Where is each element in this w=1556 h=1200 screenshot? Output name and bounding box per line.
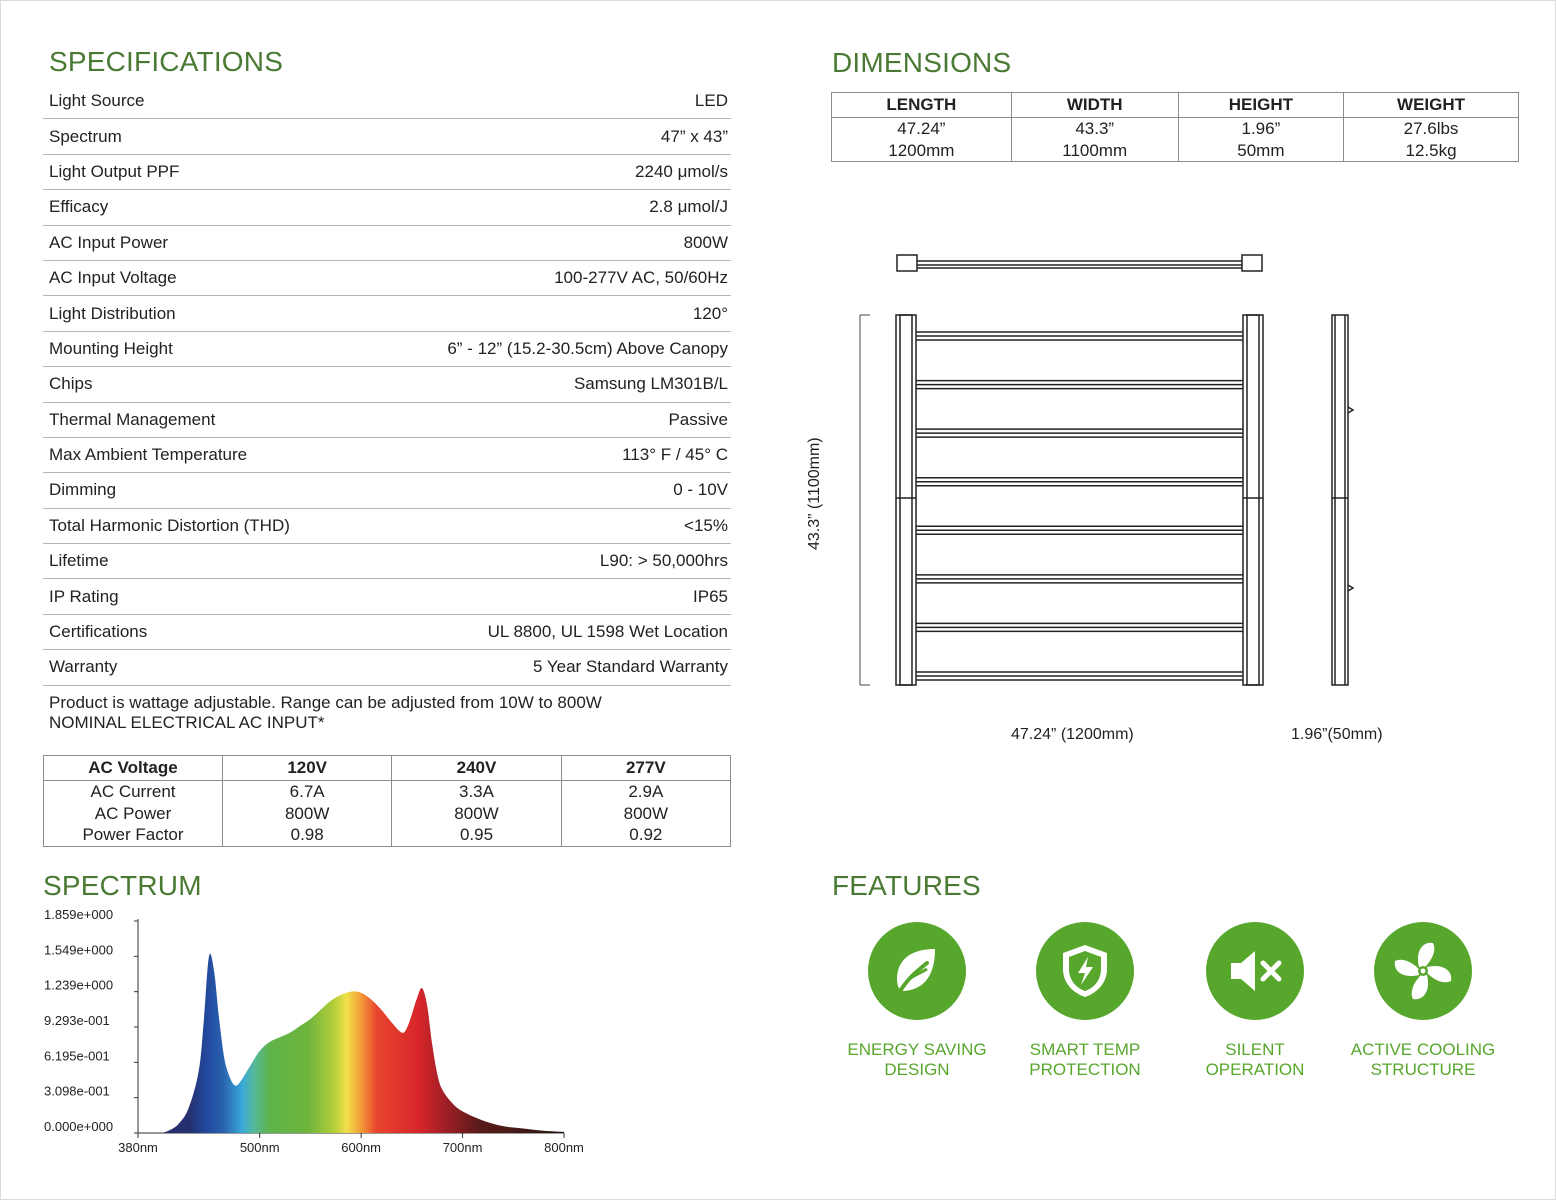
ac-table-cell: 3.3A xyxy=(392,781,561,803)
ac-table-cell: 6.7A xyxy=(223,781,392,803)
ac-table-cell: 800W xyxy=(223,803,392,825)
spec-value: IP65 xyxy=(693,586,728,606)
spec-label: AC Input Voltage xyxy=(49,268,177,288)
spec-value: Passive xyxy=(668,409,728,429)
spectrum-area xyxy=(138,954,564,1133)
y-tick-label: 1.239e+000 xyxy=(44,977,114,993)
spec-value: 100-277V AC, 50/60Hz xyxy=(554,268,728,288)
ac-table-row xyxy=(44,803,731,825)
y-tick-label: 6.195e-001 xyxy=(44,1048,110,1064)
spec-row xyxy=(43,332,731,367)
spec-value: 2.8 μmol/J xyxy=(649,197,728,217)
spec-value: LED xyxy=(694,91,728,111)
dimension-metric: 12.5kg xyxy=(1344,140,1519,162)
feature-active-cooling xyxy=(1333,922,1513,1080)
x-tick-label: 800nm xyxy=(544,1140,584,1155)
dimensions-table xyxy=(831,92,1519,162)
spec-row xyxy=(43,226,731,261)
ac-table-header: 277V xyxy=(561,756,730,781)
ac-table-cell: 0.95 xyxy=(392,824,561,846)
spec-value: L90: > 50,000hrs xyxy=(599,551,728,571)
spec-value: 2240 μmol/s xyxy=(635,161,728,181)
spec-label: Light Source xyxy=(49,91,145,111)
spec-row xyxy=(43,367,731,402)
spec-row xyxy=(43,544,731,579)
spec-row xyxy=(43,615,731,650)
ac-table-cell: 2.9A xyxy=(561,781,730,803)
ac-table-row xyxy=(44,781,731,803)
dimension-imperial: 47.24” xyxy=(832,118,1012,140)
fixture-drawing xyxy=(820,230,1440,700)
spec-label: Chips xyxy=(49,374,93,394)
spec-row xyxy=(43,509,731,544)
spec-row xyxy=(43,579,731,614)
spectrum-chart xyxy=(30,905,610,1165)
spec-row xyxy=(43,650,731,685)
spec-row xyxy=(43,190,731,225)
spec-label: Certifications xyxy=(49,622,148,642)
dimension-imperial: 27.6lbs xyxy=(1344,118,1519,140)
spec-label: Mounting Height xyxy=(49,338,173,358)
spec-value: 0 - 10V xyxy=(673,480,728,500)
ac-table-cell: 0.92 xyxy=(561,824,730,846)
ac-table-cell: AC Power xyxy=(44,803,223,825)
length-dimension-label: 47.24” (1200mm) xyxy=(1011,726,1134,743)
dimensions-header: WIDTH xyxy=(1011,93,1178,118)
height-dimension-label: 43.3” (1100mm) xyxy=(806,437,823,550)
spec-row xyxy=(43,403,731,438)
features-title: FEATURES xyxy=(832,870,981,901)
spec-label: IP Rating xyxy=(49,586,119,606)
dimensions-header: HEIGHT xyxy=(1178,93,1343,118)
specifications-title: SPECIFICATIONS xyxy=(49,46,284,77)
spec-value: <15% xyxy=(684,515,728,535)
ac-table-header: AC Voltage xyxy=(44,756,223,781)
wattage-note xyxy=(49,693,602,733)
y-tick-label: 1.549e+000 xyxy=(44,942,114,958)
ac-table-cell: Power Factor xyxy=(44,824,223,846)
specifications-list xyxy=(43,84,731,686)
x-tick-label: 380nm xyxy=(118,1140,158,1155)
spec-label: Thermal Management xyxy=(49,409,216,429)
dimension-metric: 50mm xyxy=(1178,140,1343,162)
spectrum-title: SPECTRUM xyxy=(43,870,202,901)
dimensions-header: LENGTH xyxy=(832,93,1012,118)
spec-value: 800W xyxy=(683,232,728,252)
feature-silent xyxy=(1165,922,1345,1080)
spec-row xyxy=(43,438,731,473)
feature-label: SILENT OPERATION xyxy=(1205,1040,1305,1079)
mute-speaker-icon xyxy=(1206,922,1304,1020)
spec-value: 120° xyxy=(692,303,728,323)
x-tick-label: 700nm xyxy=(442,1140,483,1155)
depth-dimension-label: 1.96”(50mm) xyxy=(1291,726,1383,743)
x-tick-label: 600nm xyxy=(341,1140,382,1155)
y-tick-label: 1.859e+000 xyxy=(44,907,114,922)
top-view xyxy=(897,255,1262,271)
side-view xyxy=(1332,315,1353,685)
spec-value: 113° F / 45° C xyxy=(622,445,728,465)
dimension-metric: 1100mm xyxy=(1011,140,1178,162)
spec-value: Samsung LM301B/L xyxy=(573,374,728,394)
spec-label: Light Distribution xyxy=(49,303,176,323)
spec-row xyxy=(43,119,731,154)
shield-bolt-icon xyxy=(1036,922,1134,1020)
spec-row xyxy=(43,155,731,190)
ac-table-cell: 800W xyxy=(392,803,561,825)
front-view xyxy=(896,315,1263,685)
ac-table-row xyxy=(44,824,731,846)
y-tick-label: 0.000e+000 xyxy=(44,1119,114,1134)
ac-input-table xyxy=(43,755,731,847)
spec-label: Max Ambient Temperature xyxy=(49,445,248,465)
dimension-imperial: 43.3” xyxy=(1011,118,1178,140)
spec-label: Efficacy xyxy=(49,197,109,217)
spec-label: Dimming xyxy=(49,480,117,500)
spec-row xyxy=(43,84,731,119)
dimension-imperial: 1.96” xyxy=(1178,118,1343,140)
feature-smart-temp xyxy=(995,922,1175,1080)
feature-energy-saving xyxy=(827,922,1007,1080)
wattage-note-line2: NOMINAL ELECTRICAL AC INPUT* xyxy=(49,713,325,732)
feature-label: ACTIVE COOLING STRUCTURE xyxy=(1350,1040,1496,1079)
y-tick-label: 3.098e-001 xyxy=(44,1083,110,1099)
dimension-metric: 1200mm xyxy=(832,140,1012,162)
x-tick-label: 500nm xyxy=(239,1140,280,1155)
spec-row xyxy=(43,473,731,508)
ac-table-cell: 800W xyxy=(561,803,730,825)
feature-label: ENERGY SAVING DESIGN xyxy=(847,1040,987,1079)
fan-icon xyxy=(1374,922,1472,1020)
spec-label: AC Input Power xyxy=(49,232,169,252)
ac-table-header: 120V xyxy=(223,756,392,781)
wattage-note-line1: Product is wattage adjustable. Range can be adjusted from 10W to 800W xyxy=(49,693,602,712)
spec-value: 6” - 12” (15.2-30.5cm) Above Canopy xyxy=(447,338,728,358)
spec-row xyxy=(43,261,731,296)
ac-table-header: 240V xyxy=(392,756,561,781)
feature-label: SMART TEMP PROTECTION xyxy=(1029,1040,1141,1079)
dimensions-title: DIMENSIONS xyxy=(832,47,1012,78)
leaf-icon xyxy=(868,922,966,1020)
spec-label: Lifetime xyxy=(49,551,109,571)
spec-value: UL 8800, UL 1598 Wet Location xyxy=(487,622,728,642)
spec-label: Warranty xyxy=(49,657,118,677)
spec-value: 5 Year Standard Warranty xyxy=(533,657,728,677)
ac-table-cell: AC Current xyxy=(44,781,223,803)
spec-label: Total Harmonic Distortion (THD) xyxy=(49,515,290,535)
spec-label: Spectrum xyxy=(49,126,122,146)
height-dimension-line xyxy=(860,315,870,685)
dimensions-header: WEIGHT xyxy=(1344,93,1519,118)
ac-table-cell: 0.98 xyxy=(223,824,392,846)
y-tick-label: 9.293e-001 xyxy=(44,1013,110,1028)
spec-value: 47” x 43” xyxy=(660,126,728,146)
spec-row xyxy=(43,296,731,331)
spec-label: Light Output PPF xyxy=(49,161,180,181)
